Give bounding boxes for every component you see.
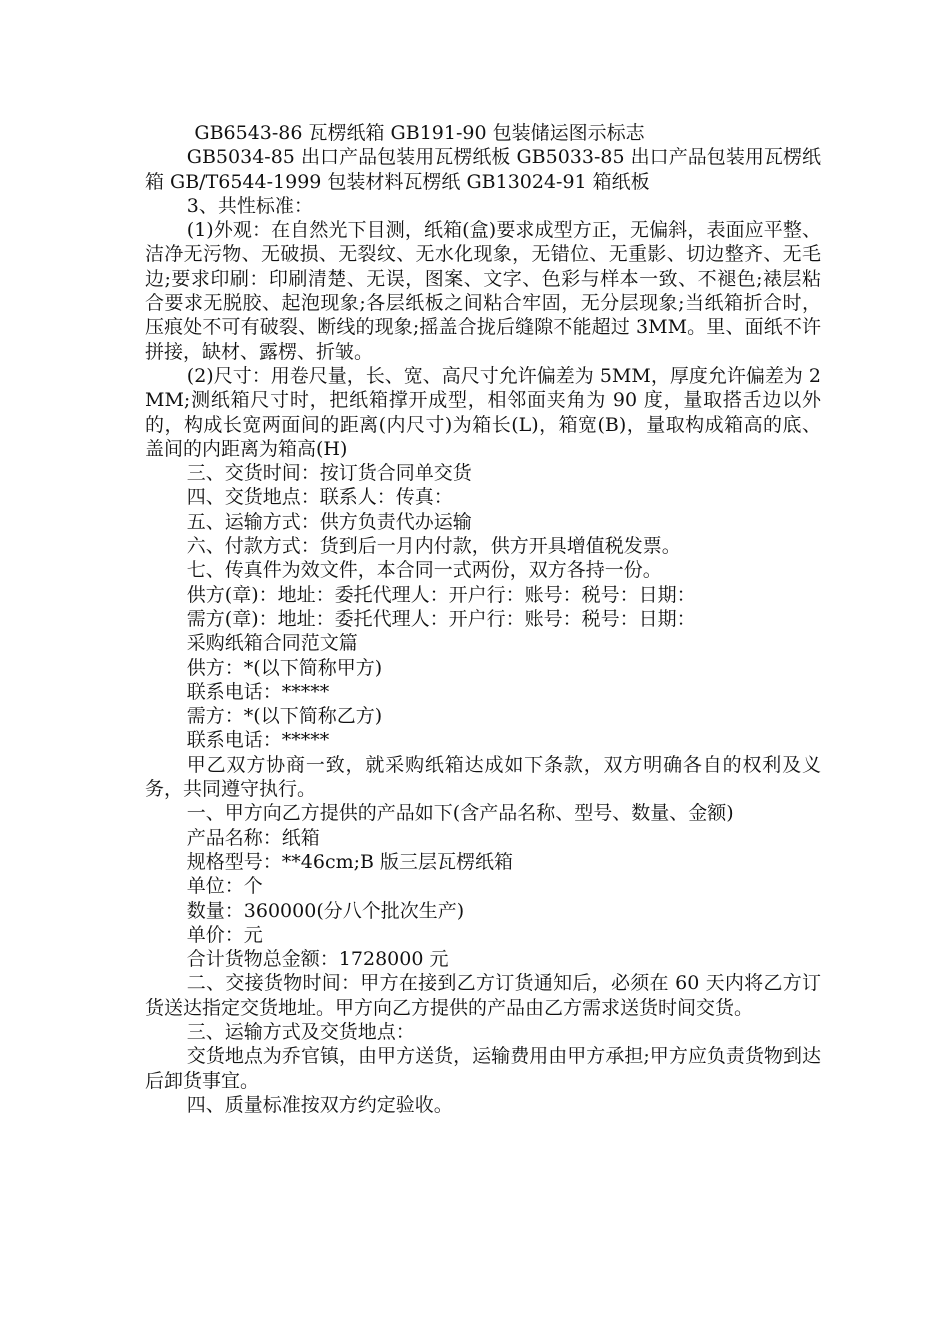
appearance-clause: (1)外观：在自然光下目测，纸箱(盒)要求成型方正，无偏斜，表面应平整、洁净无污物、无破损、无裂纹、无水化现象，无错位、无重影、切边整齐、无毛边;要求印刷：印刷清楚、无误，图案、文字、色彩与样本一致、不褪色;裱层粘合要求无脱胶、起泡现象;各层纸板之间粘合牢固，无分层现象;当纸箱折合时，压痕处不可有破裂、断线的现象;摇盖合拢后缝隙不能超过 3MM。里、面纸不许拼接，缺材、露楞、折皱。: [145, 219, 821, 363]
product-name: 产品名称：纸箱: [186, 826, 320, 849]
party-b-phone: 联系电话：*****: [186, 729, 330, 752]
delivery-place-detail: 交货地点为乔官镇，由甲方送货，运输费用由甲方承担;甲方应负责货物到达后卸货事宜。: [145, 1045, 821, 1092]
document-page: [145, 121, 821, 1117]
product-clause-heading: 一、甲方向乙方提供的产品如下(含产品名称、型号、数量、金额): [186, 802, 734, 825]
delivery-place-clause: 四、交货地点：联系人：传真：: [186, 486, 453, 509]
product-total-amount: 合计货物总金额：1728000 元: [186, 948, 449, 971]
product-unit-price: 单价：元: [186, 923, 263, 946]
dimension-clause: (2)尺寸：用卷尺量，长、宽、高尺寸允许偏差为 5MM，厚度允许偏差为 2MM;测纸箱尺寸时，把纸箱撑开成型，相邻面夹角为 90 度，量取搭舌边以外的，构成长宽两面间的距离(内尺寸)为箱长(L)，箱宽(B)，量取构成箱高的底、盖间的内距离为箱高(H): [145, 364, 821, 460]
party-a-line: 供方：*(以下简称甲方): [186, 656, 383, 679]
section-heading-common-standards: 3、共性标准：: [186, 194, 313, 217]
agreement-preamble: 甲乙双方协商一致，就采购纸箱达成如下条款，双方明确各自的权利及义务，共同遵守执行。: [145, 753, 821, 801]
product-quantity: 数量：360000(分八个批次生产): [186, 899, 465, 922]
transport-place-heading: 三、运输方式及交货地点：: [186, 1020, 415, 1043]
supplier-signature-line: 供方(章)：地址：委托代理人：开户行：账号：税号：日期：: [186, 583, 696, 606]
standard-line-2: GB5034-85 出口产品包装用瓦楞纸板 GB5033-85 出口产品包装用瓦楞纸箱 GB/T6544-1999 包装材料瓦楞纸 GB13024-91 箱纸板: [145, 146, 821, 193]
sample-contract-title: 采购纸箱合同范文篇: [186, 632, 358, 655]
transport-clause: 五、运输方式：供方负责代办运输: [186, 510, 472, 533]
party-b-line: 需方：*(以下简称乙方): [186, 705, 383, 728]
fax-validity-clause: 七、传真件为效文件，本合同一式两份，双方各持一份。: [186, 559, 662, 582]
handover-time-clause: 二、交接货物时间：甲方在接到乙方订货通知后，必须在 60 天内将乙方订货送达指定交货地址。甲方向乙方提供的产品由乙方需求送货时间交货。: [145, 972, 821, 1019]
buyer-signature-line: 需方(章)：地址：委托代理人：开户行：账号：税号：日期：: [186, 607, 696, 630]
product-spec: 规格型号：**46cm;B 版三层瓦楞纸箱: [186, 850, 514, 873]
standard-line-1: GB6543-86 瓦楞纸箱 GB191-90 包装储运图示标志: [194, 122, 645, 144]
quality-standard-clause: 四、质量标准按双方约定验收。: [186, 1093, 453, 1116]
product-unit: 单位：个: [186, 875, 263, 898]
party-a-phone: 联系电话：*****: [186, 680, 330, 703]
payment-clause: 六、付款方式：货到后一月内付款，供方开具增值税发票。: [186, 535, 681, 558]
delivery-time-clause: 三、交货时间：按订货合同单交货: [186, 462, 472, 485]
